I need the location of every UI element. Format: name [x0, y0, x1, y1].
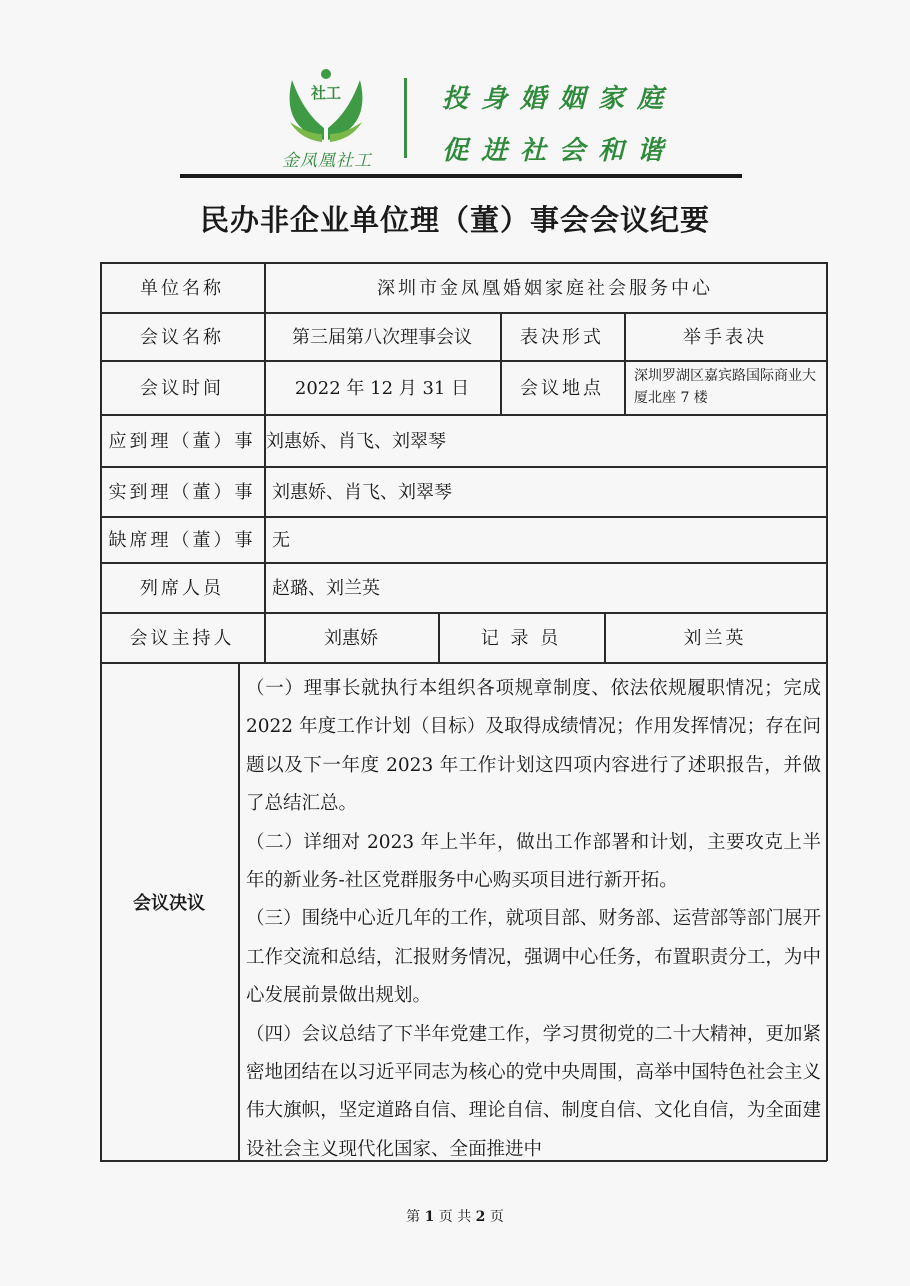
meeting-name-label: 会议名称 — [140, 327, 224, 348]
footer-prefix: 第 — [406, 1209, 421, 1225]
document-title: 民办非企业单位理（董）事会会议纪要 — [199, 203, 710, 237]
org-name-value: 深圳市金凤凰婚姻家庭社会服务中心 — [377, 278, 713, 299]
voting-label: 表决形式 — [520, 327, 604, 348]
expected-directors-value: 刘惠娇、肖飞、刘翠琴 — [266, 431, 446, 452]
page-footer — [0, 1206, 910, 1226]
voting-value: 举手表决 — [683, 327, 767, 348]
header-divider — [404, 78, 407, 158]
absent-directors-label: 缺席理（董）事 — [108, 530, 256, 551]
page-total: 2 — [475, 1209, 486, 1225]
expected-directors-label: 应到理（董）事 — [108, 431, 256, 452]
footer-suffix: 页 — [489, 1209, 504, 1225]
resolution-label: 会议决议 — [133, 893, 205, 914]
venue-value: 深圳罗湖区嘉宾路国际商业大厦北座 7 楼 — [634, 368, 816, 406]
org-name-label: 单位名称 — [140, 278, 224, 299]
recorder-label: 记 录 员 — [480, 628, 562, 649]
logo-caption: 金凤凰社工 — [282, 151, 372, 171]
attendees-label: 列席人员 — [140, 578, 224, 599]
host-label: 会议主持人 — [129, 628, 235, 649]
header-rule — [180, 174, 742, 178]
absent-directors-value: 无 — [272, 530, 290, 551]
venue-label: 会议地点 — [520, 378, 604, 399]
host-value: 刘惠娇 — [324, 628, 378, 649]
resolution-item: （一）理事长就执行本组织各项规章制度、依法依规履职情况；完成 2022 年度工作计划（目标）及取得成绩情况；作用发挥情况；存在问题以及下一年度 2023 年工作计划这四项内容进行了述职报告，并做了总结汇总。 — [246, 678, 821, 815]
resolution-item: （四）会议总结了下半年党建工作，学习贯彻党的二十大精神，更加紧密地团结在以习近平同志为核心的党中央周围，高举中国特色社会主义伟大旗帜，坚定道路自信、理论自信、制度自信、文化自信，为全面建设社会主义现代化国家、全面推进中 — [246, 1023, 821, 1160]
actual-directors-label: 实到理（董）事 — [108, 482, 256, 503]
page-number: 1 — [424, 1209, 435, 1225]
resolution-item: （二）详细对 2023 年上半年，做出工作部署和计划，主要攻克上半年的新业务-社区党群服务中心购买项目进行新开拓。 — [246, 831, 821, 892]
slogan-line-2: 促进社会和谐 — [442, 136, 677, 166]
footer-middle: 页 共 — [438, 1209, 472, 1225]
actual-directors-value: 刘惠娇、肖飞、刘翠琴 — [272, 482, 452, 503]
resolution-item: （三）围绕中心近几年的工作，就项目部、财务部、运营部等部门展开工作交流和总结，汇报财务情况，强调中心任务，布置职责分工，为中心发展前景做出规划。 — [246, 908, 821, 1007]
meeting-time-label: 会议时间 — [140, 378, 224, 399]
meeting-name-value: 第三届第八次理事会议 — [292, 327, 472, 348]
recorder-value: 刘兰英 — [683, 628, 747, 649]
logo-text-1: 社工 — [310, 84, 342, 102]
attendees-value: 赵璐、刘兰英 — [272, 578, 380, 599]
meeting-time-value: 2022 年 12 月 31 日 — [294, 378, 470, 399]
resolution-body — [246, 670, 821, 1169]
slogan-line-1: 投身婚姻家庭 — [442, 84, 677, 114]
